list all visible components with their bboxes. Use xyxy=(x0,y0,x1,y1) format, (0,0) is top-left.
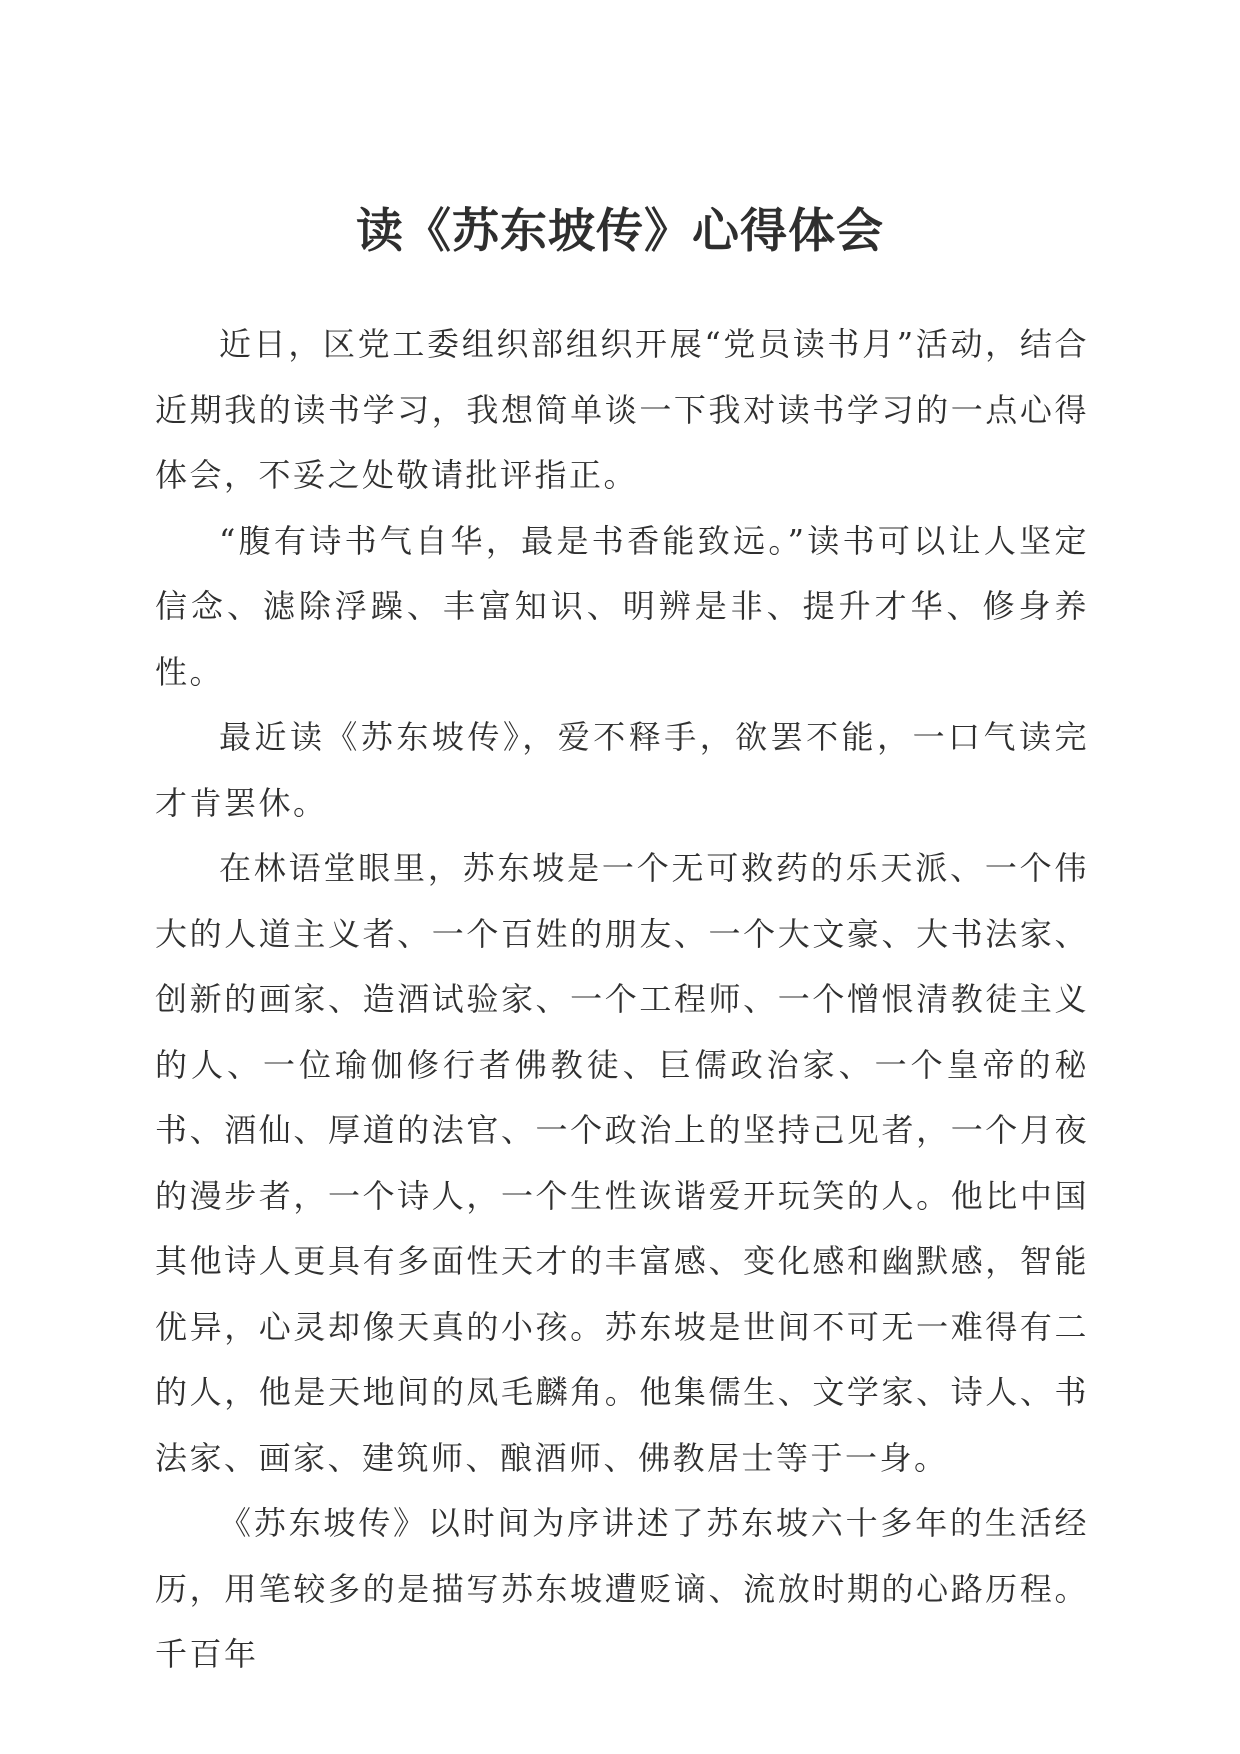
paragraph-quote: “腹有诗书气自华，最是书香能致远。”读书可以让人坚定信念、滤除浮躁、丰富知识、明辨是非、提升才华、修身养性。 xyxy=(155,521,1089,691)
paragraph-biography: 《苏东坡传》以时间为序讲述了苏东坡六十多年的生活经历，用笔较多的是描写苏东坡遭贬谪、流放时期的心路历程。千百年 xyxy=(155,1504,1089,1673)
paragraph-intro: 近日，区党工委组织部组织开展“党员读书月”活动，结合近期我的读书学习，我想简单谈一下我对读书学习的一点心得体会，不妥之处敬请批评指正。 xyxy=(155,325,1089,494)
paragraph-lin-yutang: 在林语堂眼里，苏东坡是一个无可救药的乐天派、一个伟大的人道主义者、一个百姓的朋友、一个大文豪、大书法家、创新的画家、造酒试验家、一个工程师、一个憎恨清教徒主义的人、一位瑜伽修行者佛教徒、巨儒政治家、一个皇帝的秘书、酒仙、厚道的法官、一个政治上的坚持己见者，一个月夜的漫步者，一个诗人，一个生性诙谐爱开玩笑的人。他比中国其他诗人更具有多面性天才的丰富感、变化感和幽默感，智能优异，心灵却像天真的小孩。苏东坡是世间不可无一难得有二的人，他是天地间的凤毛麟角。他集儒生、文学家、诗人、书法家、画家、建筑师、酿酒师、佛教居士等于一身。 xyxy=(155,849,1089,1477)
paragraph-reading: 最近读《苏东坡传》，爱不释手，欲罢不能，一口气读完才肯罢休。 xyxy=(155,718,1089,822)
document-body xyxy=(155,312,1089,1688)
document-title: 读《苏东坡传》心得体会 xyxy=(356,204,884,259)
